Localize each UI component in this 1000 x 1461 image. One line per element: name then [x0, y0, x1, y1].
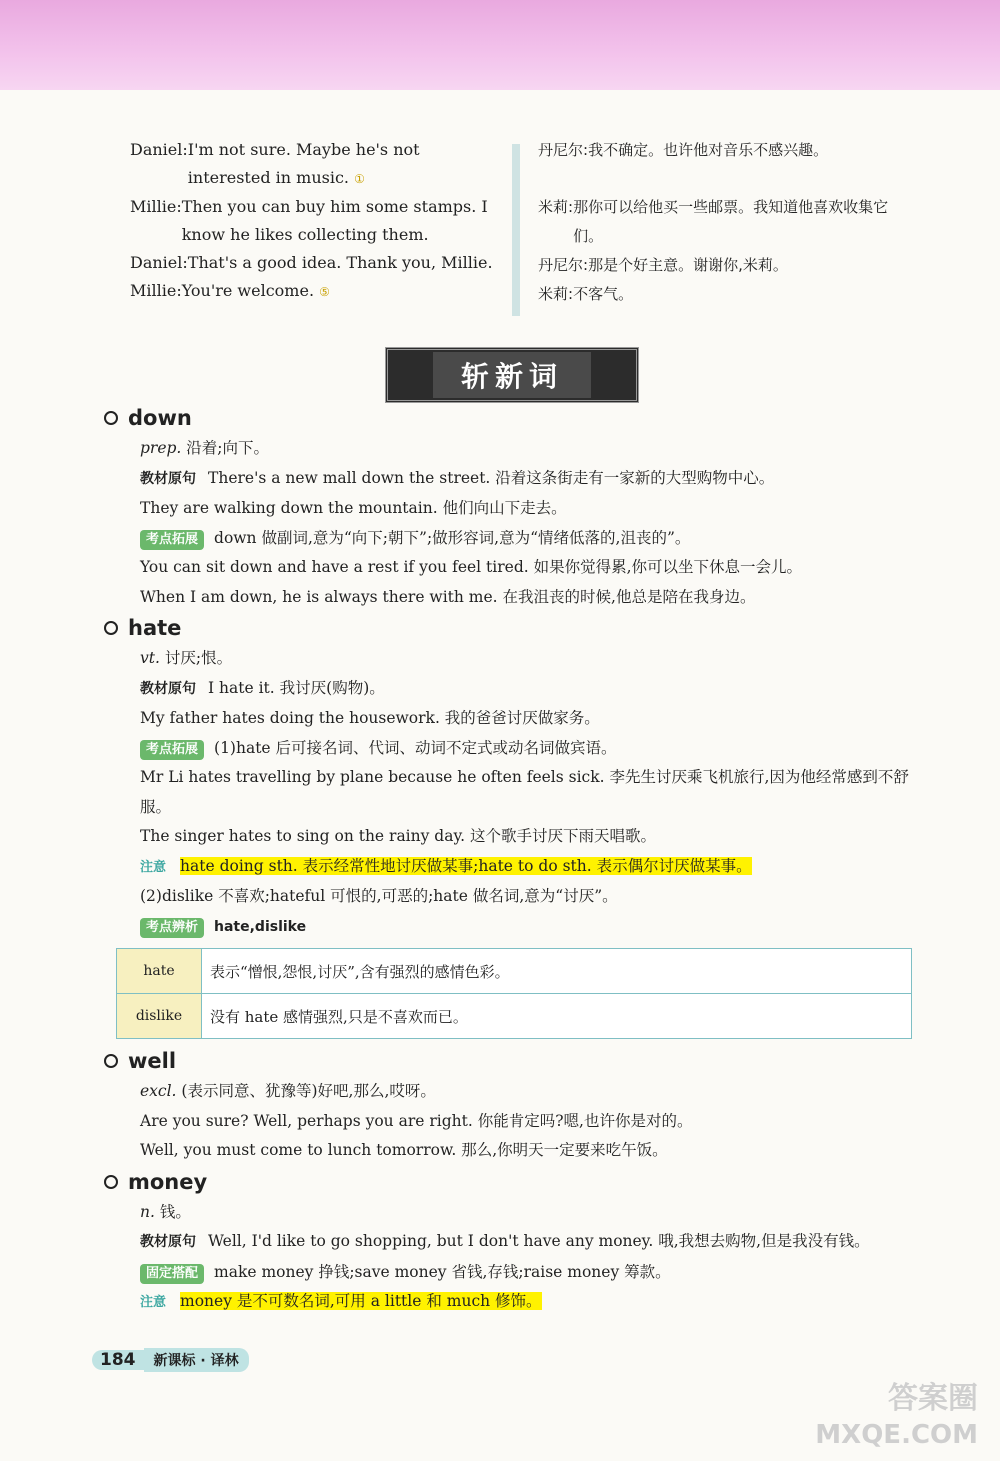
page-footer: [92, 1348, 249, 1372]
definition-line: vt. 讨厌;恨。: [140, 649, 233, 667]
page-number: 184: [92, 1350, 144, 1370]
label-jiaocai: 教材原句: [140, 1234, 196, 1250]
note-line: (2)dislike 不喜欢;hateful 可恨的,可恶的;hate 做名词,意为“讨厌”。: [140, 887, 618, 905]
collocation-line: 固定搭配 make money 挣钱;save money 省钱,存钱;raise money 筹款。: [104, 1258, 934, 1288]
extension-line: 考点拓展 (1)hate 后可接名词、代词、动词不定式或动名词做宾语。: [104, 734, 934, 764]
table-row: [117, 949, 912, 994]
definition-line: n. 钱。: [140, 1202, 191, 1221]
label-jiaocai: 教材原句: [140, 680, 196, 697]
label-jiaocai: 教材原句: [140, 470, 196, 487]
entry-headword: money: [104, 1166, 934, 1198]
comparison-table: [116, 948, 912, 1039]
example-line: The singer hates to sing on the rainy day. 这个歌手讨厌下雨天唱歌。: [140, 827, 657, 845]
speaker: Daniel:: [130, 253, 188, 272]
dialog-text: You're welcome. ⑤: [181, 281, 330, 300]
extension-line: 考点拓展 down 做副词,意为“向下;朝下”;做形容词,意为“情绪低落的,沮丧的”。: [104, 524, 934, 554]
dialog-english: [130, 136, 495, 306]
dialog-line: [538, 251, 918, 280]
dialog-text: Then you can buy him some stamps. I know he likes collecting them.: [181, 197, 488, 244]
table-row: [117, 994, 912, 1039]
label-tuozhan: 考点拓展: [140, 740, 204, 760]
section-title: 斩新词: [433, 352, 591, 398]
label-zhuyi: 注意: [140, 859, 167, 875]
bullet-icon: [104, 1175, 118, 1189]
entry-headword: down: [104, 402, 934, 434]
speaker: 丹尼尔:: [538, 256, 589, 274]
label-zhuyi: 注意: [140, 1295, 167, 1310]
textbook-sentence: 教材原句 Well, I'd like to go shopping, but I don't have any money. 哦,我想去购物,但是我没有钱。: [140, 1232, 870, 1250]
dialog-text: I'm not sure. Maybe he's not interested in music. ①: [187, 140, 420, 187]
dialog-line: [538, 193, 918, 251]
dialog-line: [130, 277, 495, 306]
label-bianxi: 考点辨析: [140, 918, 204, 938]
section-banner: [385, 347, 639, 403]
dialog-line: [538, 280, 918, 309]
textbook-sentence: 教材原句 There's a new mall down the street. 沿着这条街走有一家新的大型购物中心。: [140, 468, 775, 487]
speaker: 米莉:: [538, 198, 574, 216]
note-line: [104, 852, 934, 883]
dialog-text: 那是个好主意。谢谢你,米莉。: [588, 256, 788, 274]
highlighted-note: money 是不可数名词,可用 a little 和 much 修饰。: [180, 1292, 542, 1310]
speaker: Daniel:: [130, 140, 188, 159]
dialog-divider: [512, 144, 520, 316]
table-value: 表示“憎恨,怨恨,讨厌”,含有强烈的感情色彩。: [202, 949, 912, 994]
series-name: 新课标 · 译林: [144, 1348, 249, 1372]
definition-line: prep. 沿着;向下。: [140, 439, 270, 457]
speaker: Millie:: [130, 197, 182, 216]
example-line: Mr Li hates travelling by plane because he often feels sick. 李先生讨厌乘飞机旅行,因为他经常感到不舒服。: [140, 768, 909, 816]
example-line: When I am down, he is always there with me. 在我沮丧的时候,他总是陪在我身边。: [140, 587, 756, 606]
table-value: 没有 hate 感情强烈,只是不喜欢而已。: [202, 994, 912, 1039]
definition-line: excl. (表示同意、犹豫等)好吧,那么,哎呀。: [140, 1082, 436, 1100]
note-mark: ⑤: [319, 285, 330, 299]
watermark-logo: 答案圈 MXQE.COM: [815, 1381, 978, 1450]
vocabulary-content: [104, 402, 934, 1318]
example-line: They are walking down the mountain. 他们向山下走去。: [140, 499, 567, 517]
label-dapei: 固定搭配: [140, 1264, 204, 1284]
bullet-icon: [104, 1054, 118, 1068]
example-line: My father hates doing the housework. 我的爸爸讨厌做家务。: [140, 709, 600, 727]
table-key: hate: [117, 949, 202, 994]
dialog-text: That's a good idea. Thank you, Millie.: [187, 253, 493, 272]
speaker: 米莉:: [538, 285, 574, 303]
dialog-text: 不客气。: [573, 285, 634, 303]
speaker: Millie:: [130, 281, 182, 300]
dialog-text: 那你可以给他买一些邮票。我知道他喜欢收集它们。: [573, 198, 889, 245]
dialog-line: [130, 193, 495, 249]
dialog-chinese: [538, 136, 918, 309]
dialog-text: 我不确定。也许他对音乐不感兴趣。: [588, 141, 829, 159]
bullet-icon: [104, 621, 118, 635]
comparison-heading: 考点辨析 hate,dislike: [104, 912, 934, 943]
entry-headword: well: [104, 1045, 934, 1077]
speaker: 丹尼尔:: [538, 141, 589, 159]
textbook-sentence: 教材原句 I hate it. 我讨厌(购物)。: [140, 678, 385, 697]
example-line: Well, you must come to lunch tomorrow. 那么,你明天一定要来吃午饭。: [140, 1141, 668, 1159]
dialog-line: [130, 136, 495, 193]
entry-headword: hate: [104, 612, 934, 644]
example-line: You can sit down and have a rest if you feel tired. 如果你觉得累,你可以坐下休息一会儿。: [140, 558, 803, 576]
decorative-header-band: [0, 0, 1000, 90]
example-line: Are you sure? Well, perhaps you are right. 你能肯定吗?嗯,也许你是对的。: [140, 1111, 693, 1130]
bullet-icon: [104, 411, 118, 425]
note-mark: ①: [354, 172, 365, 186]
dialog-line: [130, 249, 495, 277]
dialog-line: [538, 136, 918, 165]
table-key: dislike: [117, 994, 202, 1039]
highlighted-note: hate doing sth. 表示经常性地讨厌做某事;hate to do sth. 表示偶尔讨厌做某事。: [180, 856, 752, 875]
note-line: [104, 1287, 934, 1318]
label-tuozhan: 考点拓展: [140, 530, 204, 550]
